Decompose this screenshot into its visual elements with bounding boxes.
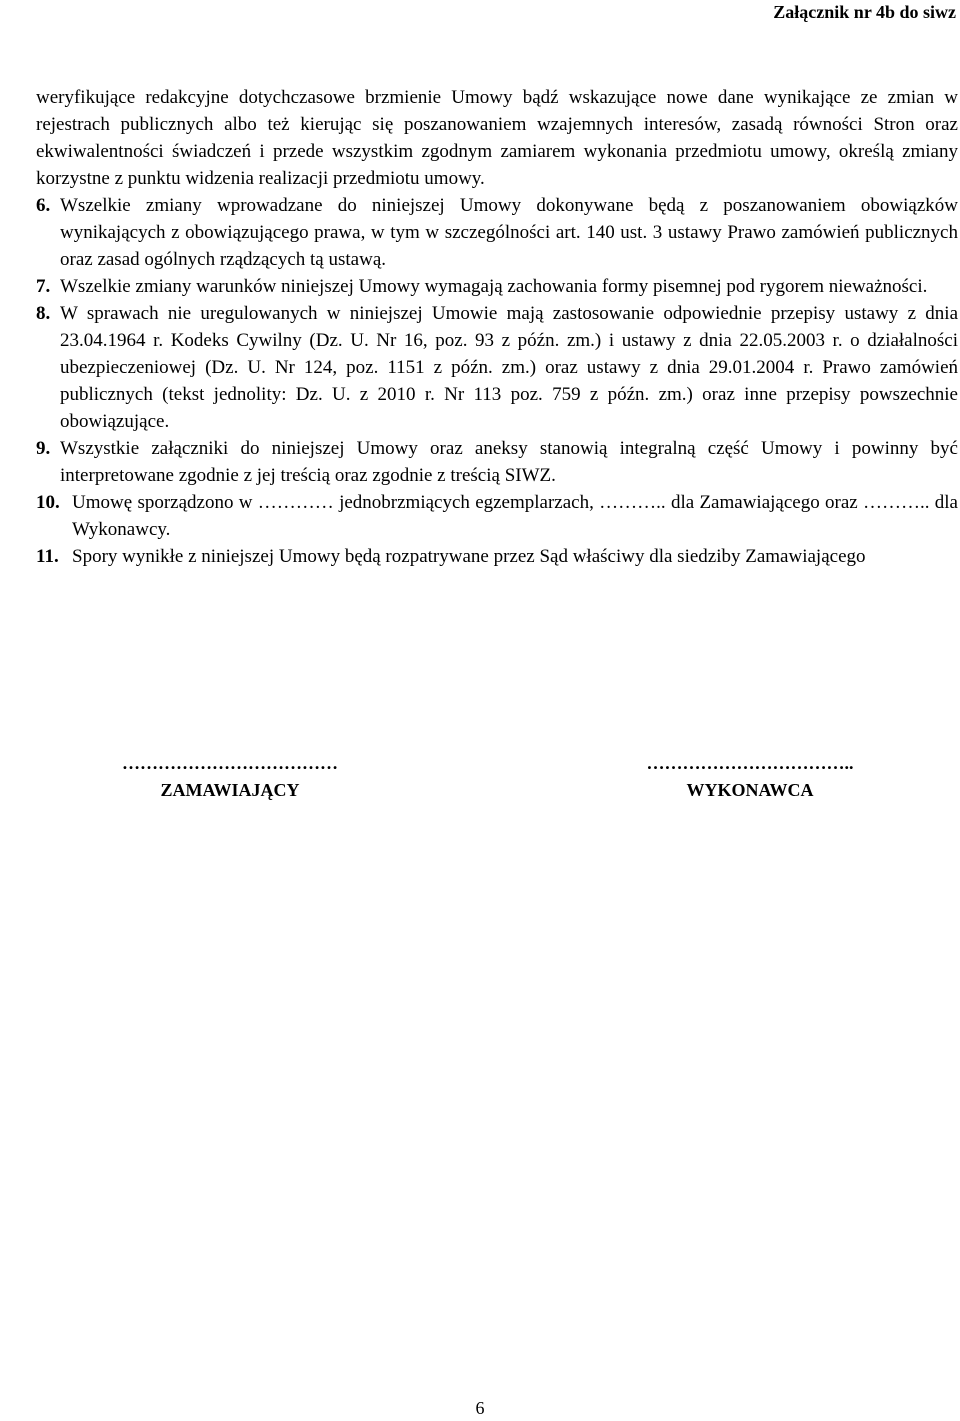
clause-number: 8. bbox=[36, 303, 51, 324]
clause-text: W sprawach nie uregulowanych w niniejszej Umowie mają zastosowanie odpowiednie przepisy ustawy z dnia 23.04.1964 r. Kodeks Cywilny (Dz. U. Nr 16, poz. 93 z późn. zm.) i ustawy z dnia 22.05.2003 r. o działalności ubezpieczeniowej (Dz. U. Nr 124, poz. 1151 z późn. zm.) oraz ustawy z dnia 29.01.2004 r. Prawo zamówień publicznych (tekst jednolity: Dz. U. z 2010 r. Nr 113 poz. 759 z późn. zm.) oraz inne przepisy powszechnie obowiązujące. bbox=[60, 303, 958, 432]
clause-text: Wszelkie zmiany wprowadzane do niniejszej Umowy dokonywane będą z poszanowaniem obowiązków wynikających z obowiązującego prawa, w tym w szczególności art. 140 ust. 3 ustawy Prawo zamówień publicznych oraz zasad ogólnych rządzących tą ustawą. bbox=[60, 195, 958, 270]
intro-paragraph: weryfikujące redakcyjne dotychczasowe brzmienie Umowy bądź wskazujące nowe dane wynikające ze zmian w rejestrach publicznych albo też kierując się poszanowaniem wzajemnych interesów, zasadą równości Stron oraz ekwiwalentności świadczeń i przede wszystkim zgodnym zamiarem wykonania przedmiotu umowy, określą zmiany korzystne z punktu widzenia realizacji przedmiotu umowy. bbox=[36, 87, 958, 189]
clause-number: 11. bbox=[36, 546, 59, 567]
clause-text: Wszelkie zmiany warunków niniejszej Umowy wymagają zachowania formy pisemnej pod rygorem nieważności. bbox=[60, 276, 928, 297]
clause-9 bbox=[36, 435, 958, 489]
clause-10 bbox=[36, 489, 958, 543]
clause-number: 7. bbox=[36, 276, 51, 297]
document-body bbox=[36, 84, 958, 570]
page-number: 6 bbox=[475, 1398, 485, 1418]
clause-6 bbox=[36, 192, 958, 273]
signature-label: ZAMAWIAJĄCY bbox=[160, 780, 300, 800]
clause-7 bbox=[36, 273, 958, 300]
signature-label: WYKONAWCA bbox=[686, 780, 814, 800]
clause-8 bbox=[36, 300, 958, 435]
signature-block-ordering-party bbox=[70, 750, 390, 804]
clause-text: Spory wynikłe z niniejszej Umowy będą rozpatrywane przez Sąd właściwy dla siedziby Zamawiającego bbox=[72, 546, 866, 567]
signature-line: …………………………….. bbox=[646, 753, 854, 773]
clause-11 bbox=[36, 543, 958, 570]
signature-block-contractor bbox=[560, 750, 940, 804]
clause-number: 9. bbox=[36, 438, 51, 459]
signature-line: ……………………………… bbox=[122, 753, 338, 773]
clause-text: Umowę sporządzono w ………… jednobrzmiących egzemplarzach, ……….. dla Zamawiającego oraz ……….. dla Wykonawcy. bbox=[72, 492, 958, 540]
clause-number: 10. bbox=[36, 492, 60, 513]
clause-text: Wszystkie załączniki do niniejszej Umowy oraz aneksy stanowią integralną część Umowy i powinny być interpretowane zgodnie z jej treścią oraz zgodnie z treścią SIWZ. bbox=[60, 438, 958, 486]
clause-number: 6. bbox=[36, 195, 51, 216]
attachment-header: Załącznik nr 4b do siwz bbox=[773, 2, 956, 22]
